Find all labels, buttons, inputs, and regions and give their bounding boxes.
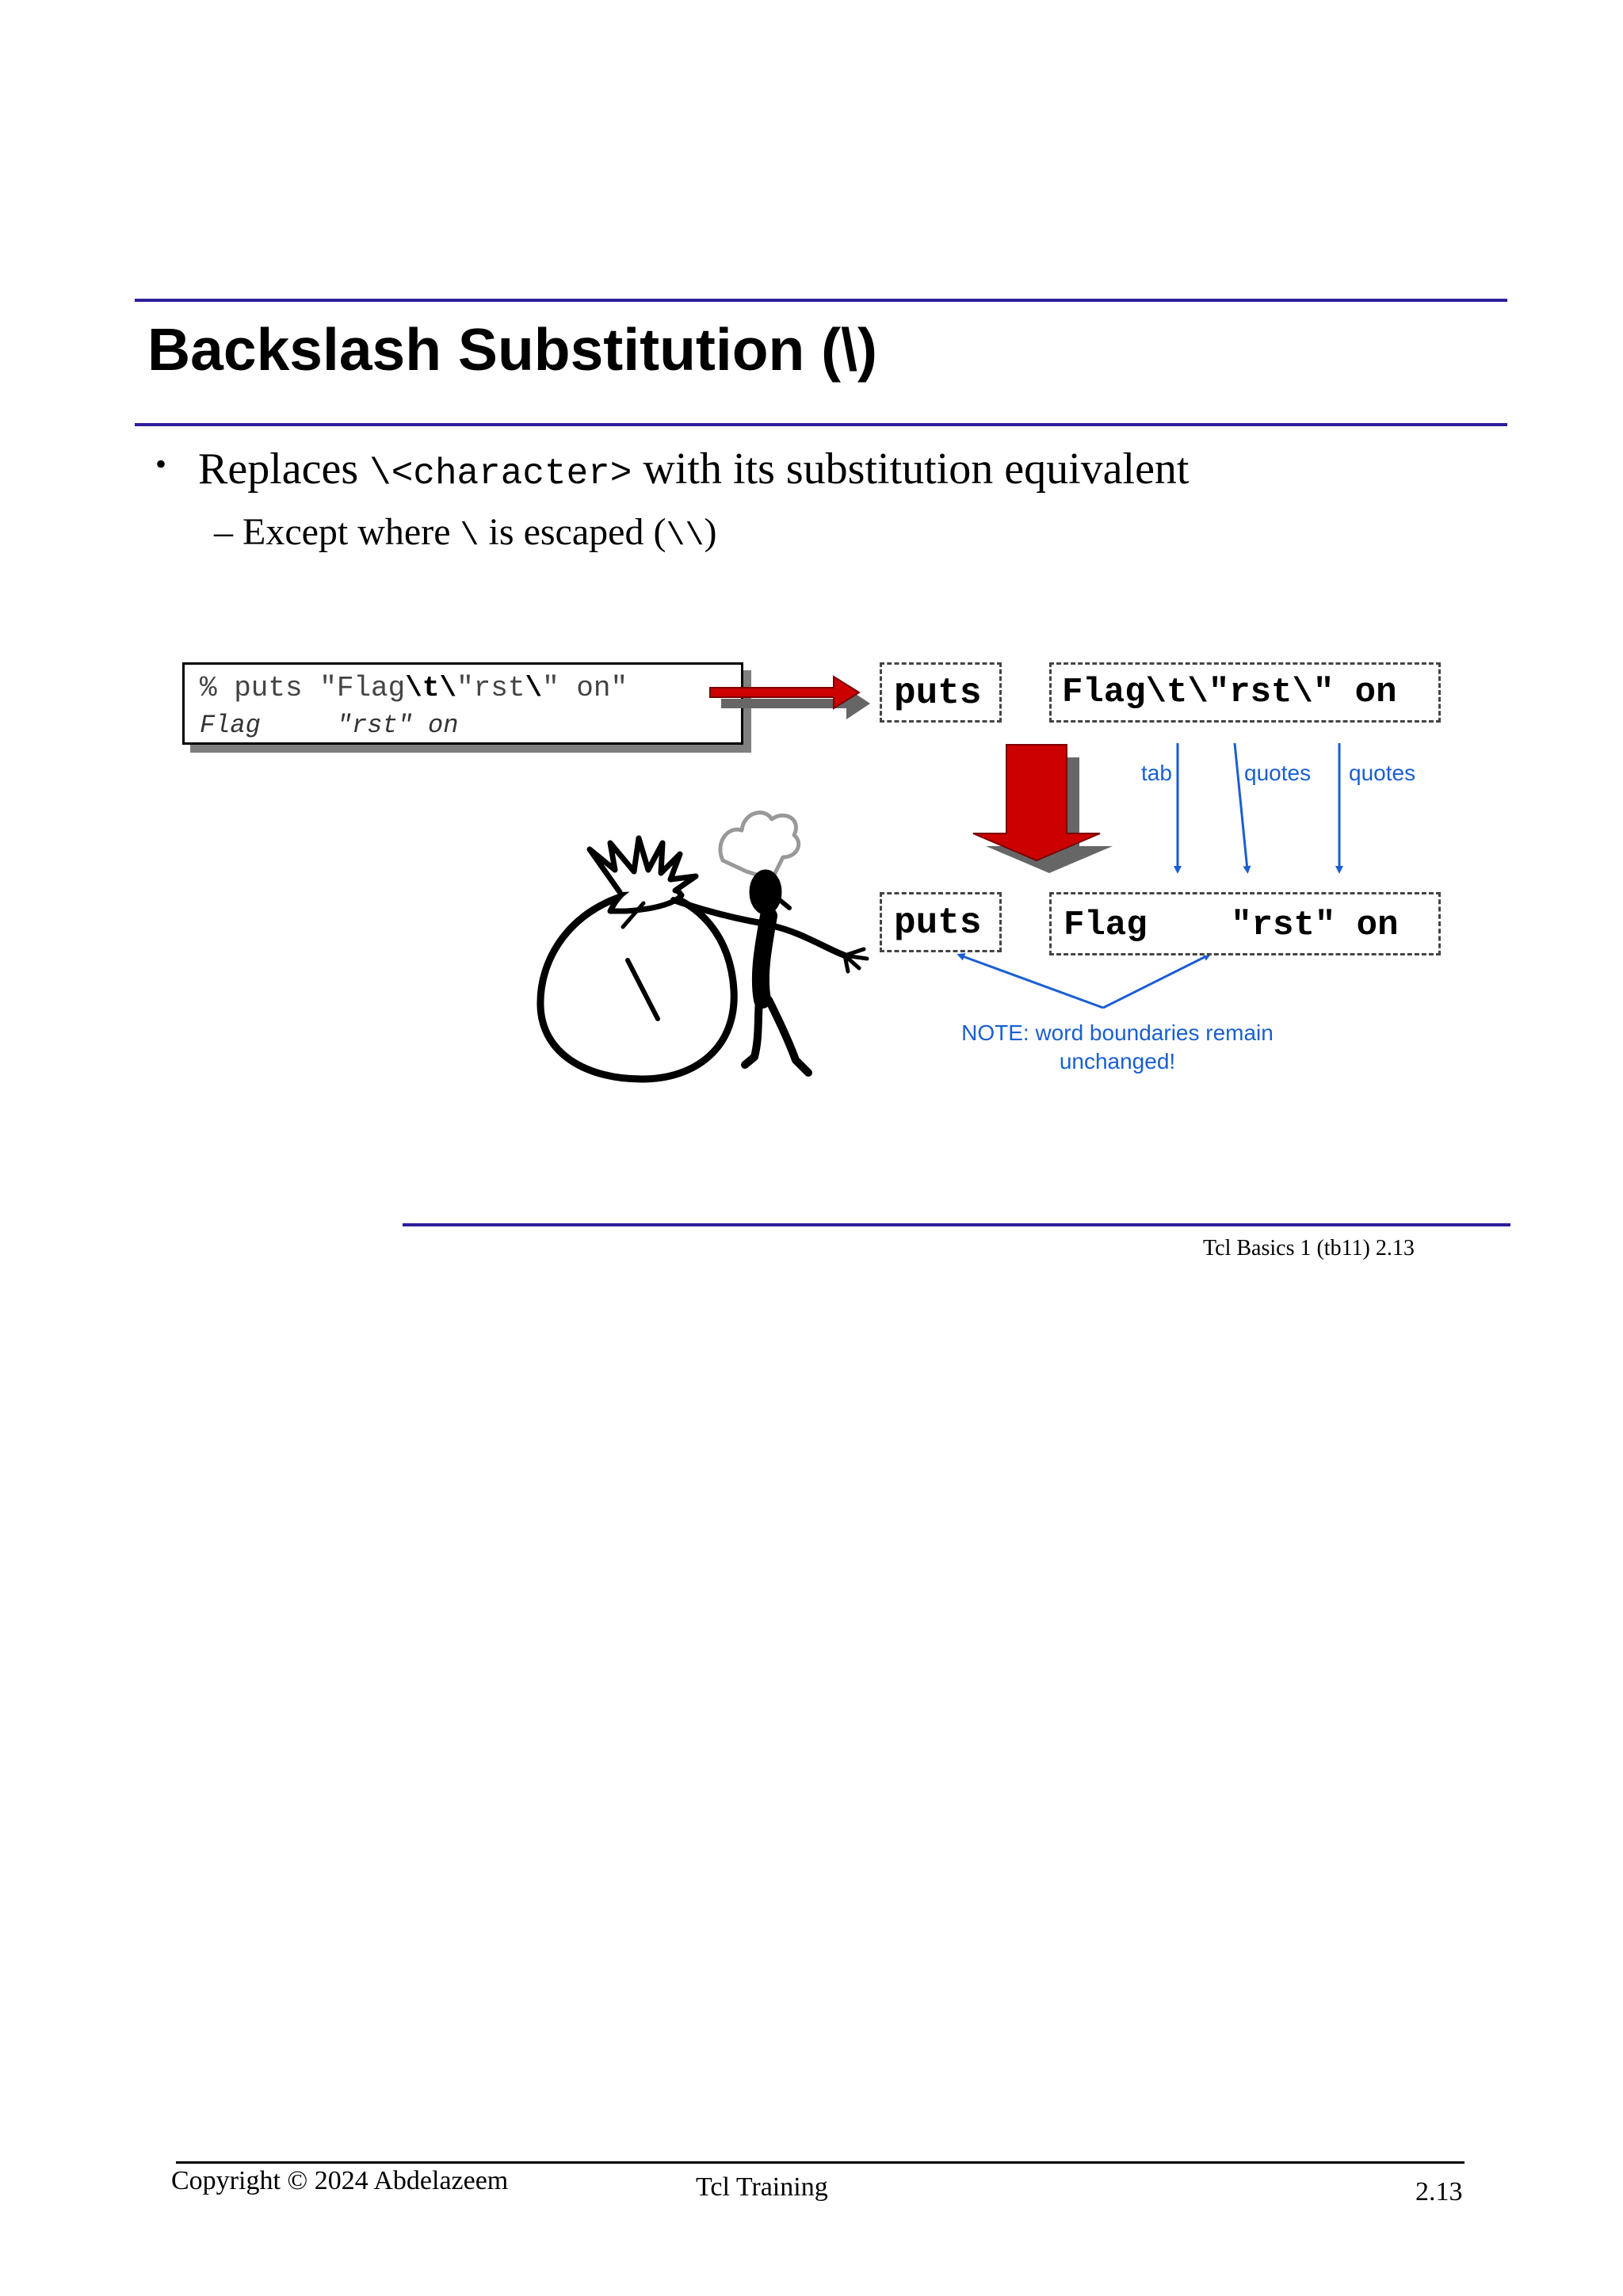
code-output-line: Flag "rst" on: [200, 711, 459, 740]
after-word-2: Flag "rst" on: [1064, 906, 1399, 945]
slide-reference: Tcl Basics 1 (tb11) 2.13: [1203, 1236, 1415, 1261]
footer-center-text: Tcl Training: [696, 2172, 828, 2202]
code-command-part: " on": [542, 672, 628, 704]
page-number: 2.13: [1415, 2177, 1463, 2206]
note-arrow-right: [1103, 955, 1208, 1008]
before-word-1: puts: [894, 673, 982, 714]
code-command-part: % puts "Flag: [200, 672, 406, 704]
bullet-2-code-2: \\: [666, 519, 705, 555]
bullet-2-text-middle: is escaped (: [479, 511, 666, 553]
code-command-part: "rst: [456, 672, 525, 704]
code-command-escape-2: \: [525, 672, 543, 704]
bullet-dot: •: [155, 446, 167, 482]
after-word-1: puts: [894, 902, 982, 944]
copyright-text: Copyright © 2024 Abdelazeem: [171, 2166, 509, 2195]
code-command-escape-1: \t\: [405, 672, 457, 704]
right-arrow-icon: [710, 677, 870, 719]
bullet-2-code-1: \: [460, 519, 479, 555]
down-arrow-icon: [973, 745, 1113, 873]
bullet-1-code: \<character>: [369, 453, 632, 494]
slide-title: Backslash Substitution (\): [147, 316, 877, 383]
before-word-2: Flag\t\"rst\" on: [1062, 673, 1397, 712]
note-arrow-left: [960, 955, 1103, 1008]
sack-cartoon-icon: [540, 838, 734, 1079]
bullet-1-text-after: with its substitution equivalent: [632, 444, 1190, 494]
bullet-2-dash: –: [214, 511, 242, 553]
label-quotes-1: quotes: [1244, 761, 1312, 785]
bullet-2-text-after: ): [704, 511, 717, 553]
footer-rule-upper: [403, 1223, 1510, 1226]
label-quotes-2: quotes: [1349, 761, 1416, 785]
footer-rule-lower: [176, 2161, 1465, 2164]
label-tab: tab: [1141, 761, 1172, 785]
bullet-2-text-before: Except where: [242, 511, 460, 553]
bullet-1-text-before: Replaces: [198, 444, 370, 494]
word-boundary-note: NOTE: word boundaries remain unchanged!: [961, 1020, 1274, 1074]
